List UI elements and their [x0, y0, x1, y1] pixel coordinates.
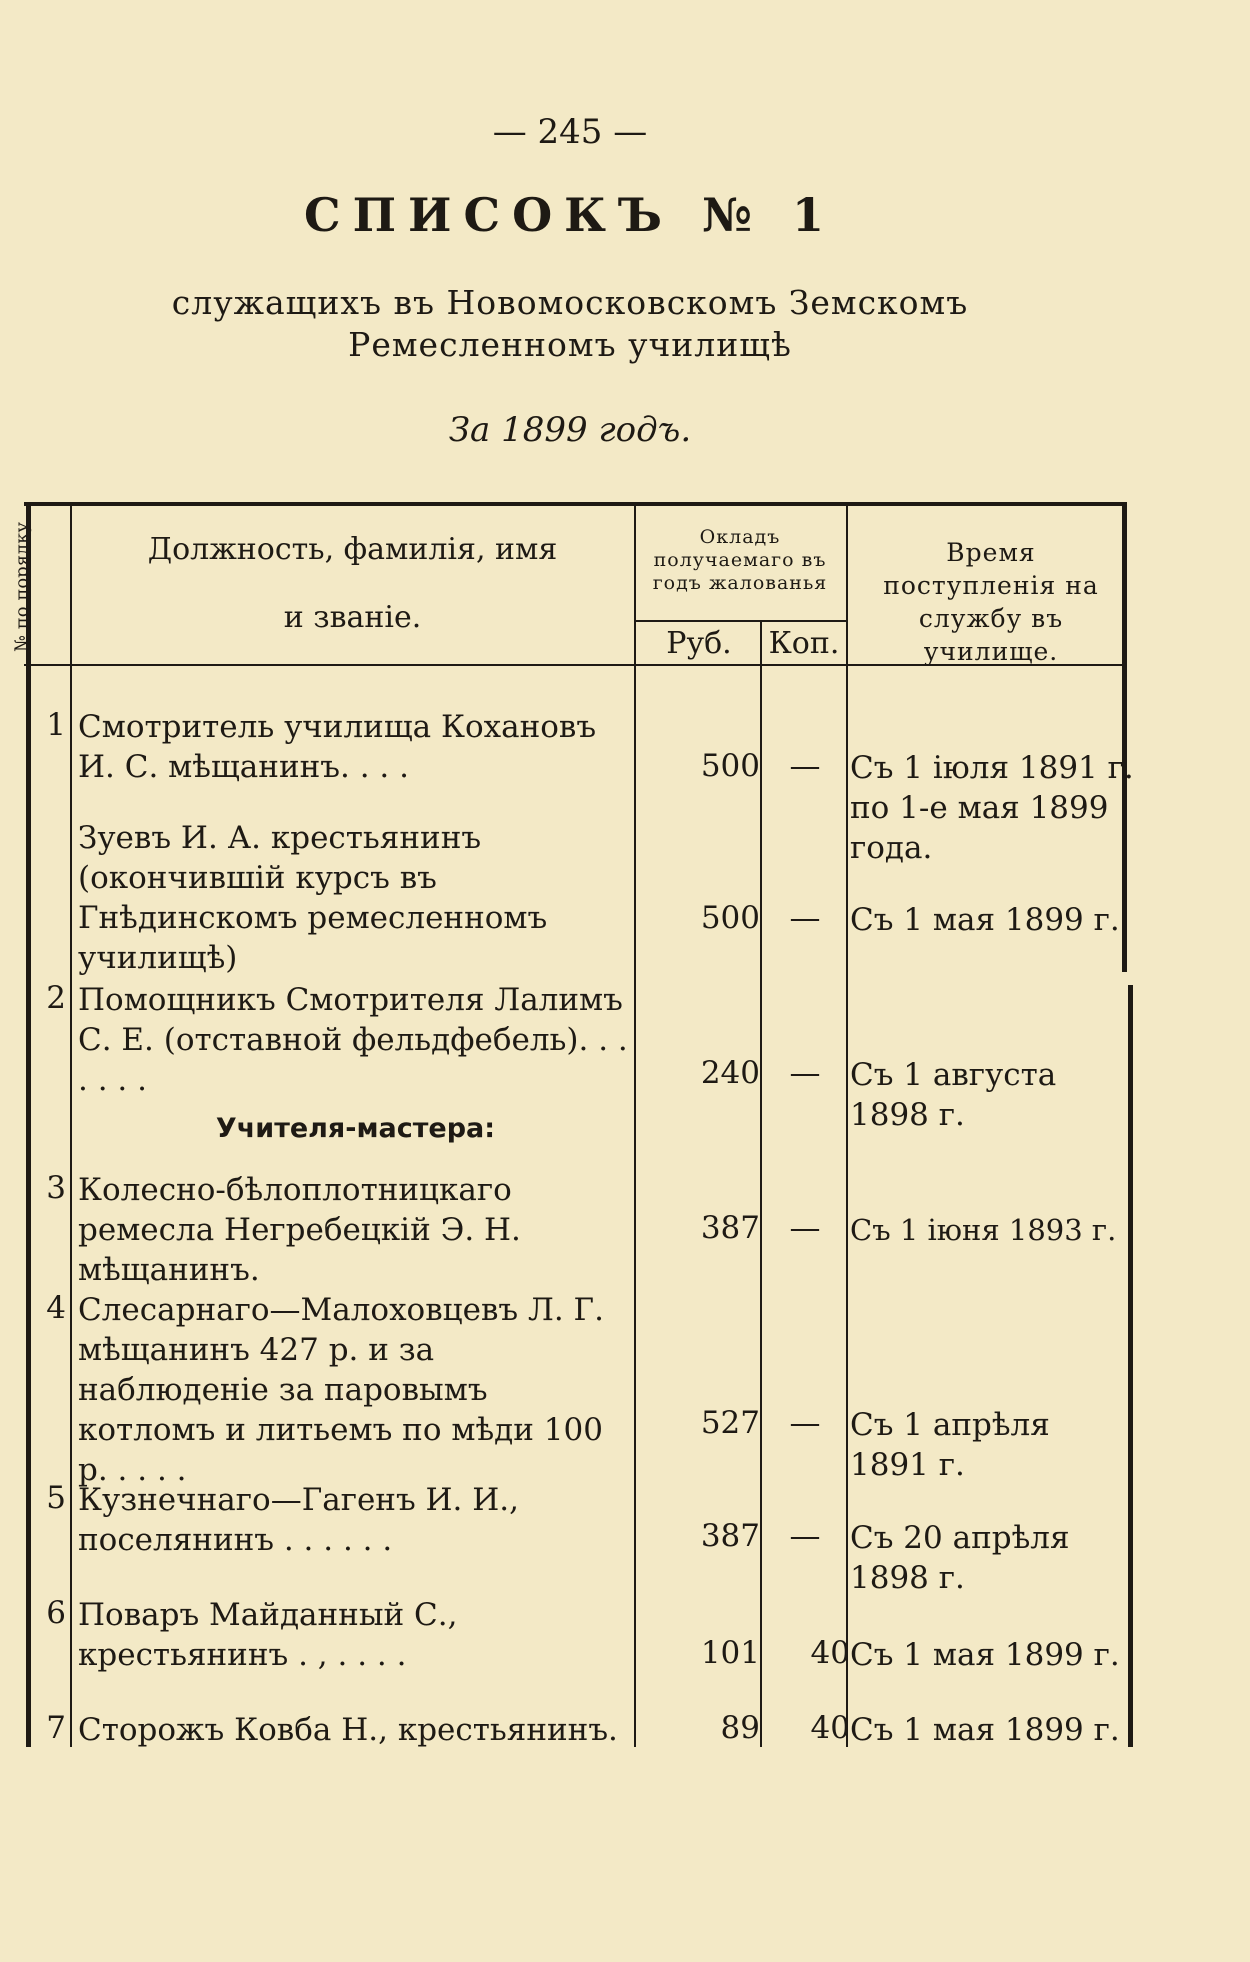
row-rub: 527: [700, 1405, 760, 1441]
section-label: Учителя-мастера:: [215, 1113, 496, 1144]
header-salary: Окладъ получаемаго въ годъ жалованья: [652, 526, 828, 594]
row-number: 3: [46, 1170, 66, 1206]
row-rub: 240: [700, 1055, 760, 1091]
row-rub: 387: [700, 1518, 760, 1554]
row-kop: —: [789, 1210, 821, 1246]
row-kop: 40: [810, 1710, 850, 1746]
row-description: Слесарнаго—Малоховцевъ Л. Г. мѣщанинъ 427 р. и за наблюденіе за паровымъ котломъ и литьемъ по мѣди 100 р. . . . .: [78, 1292, 604, 1488]
page-title: СПИСОКЪ № 1: [303, 188, 837, 242]
row-rub: 89: [720, 1710, 760, 1746]
row-kop: —: [789, 900, 821, 936]
row-description: Сторожъ Ковба Н., крестьянинъ.: [78, 1712, 618, 1748]
row-kop: —: [789, 1405, 821, 1441]
row-time: Съ 20 апрѣля 1898 г.: [850, 1520, 1070, 1596]
row-description: Кузнечнаго—Гагенъ И. И., поселянинъ . . . . . .: [78, 1482, 520, 1558]
row-kop: —: [789, 1055, 821, 1091]
row-rub: 101: [700, 1635, 760, 1671]
row-number: 7: [46, 1710, 66, 1746]
row-time: Съ 1 мая 1899 г.: [850, 902, 1120, 938]
row-kop: 40: [810, 1635, 850, 1671]
row-number: 2: [46, 980, 66, 1016]
row-number: 5: [46, 1480, 66, 1516]
row-rub: 500: [700, 748, 760, 784]
row-description: Смотритель училища Кохановъ И. С. мѣщанинъ. . . .: [78, 709, 597, 785]
row-time: Съ 1 мая 1899 г.: [850, 1637, 1120, 1673]
page-subtitle: служащихъ въ Новомосковскомъ Земскомъ Ремесленномъ училищѣ: [171, 283, 969, 364]
row-kop: —: [789, 1518, 821, 1554]
row-rub: 500: [700, 900, 760, 936]
page-number: — 245 —: [492, 112, 648, 152]
header-kop: Коп.: [768, 626, 840, 661]
row-time: Съ 1 іюля 1891 г. по 1-е мая 1899 года.: [850, 750, 1134, 866]
row-description: Зуевъ И. А. крестьянинъ (окончившій курсъ въ Гнѣдинскомъ ремесленномъ училищѣ): [78, 820, 548, 976]
row-description: Колесно-бѣлоплотницкаго ремесла Негребецкій Э. Н. мѣщанинъ.: [78, 1172, 521, 1288]
header-position-line2: и званіе.: [283, 600, 422, 635]
row-number: 4: [46, 1290, 66, 1326]
row-time: Съ 1 іюня 1893 г.: [850, 1213, 1117, 1247]
row-description: Помощникъ Смотрителя Лалимъ С. Е. (отставной фельдфебель). . . . . . .: [78, 982, 628, 1098]
row-kop: —: [789, 748, 821, 784]
row-time: Съ 1 апрѣля 1891 г.: [850, 1407, 1050, 1483]
row-rub: 387: [700, 1210, 760, 1246]
row-number: 6: [46, 1595, 66, 1631]
header-rub: Руб.: [666, 626, 732, 661]
year-heading: За 1899 годъ.: [448, 410, 692, 450]
row-number: 1: [46, 707, 66, 743]
header-number: № по порядку: [11, 522, 33, 652]
row-time: Съ 1 августа 1898 г.: [850, 1057, 1057, 1133]
row-time: Съ 1 мая 1899 г.: [850, 1712, 1120, 1748]
row-description: Поваръ Майданный С., крестьянинъ . , . . . .: [78, 1597, 458, 1673]
header-position-line1: Должность, фамилія, имя: [147, 532, 558, 567]
header-time: Время поступленія на службу въ училище.: [883, 538, 1099, 666]
